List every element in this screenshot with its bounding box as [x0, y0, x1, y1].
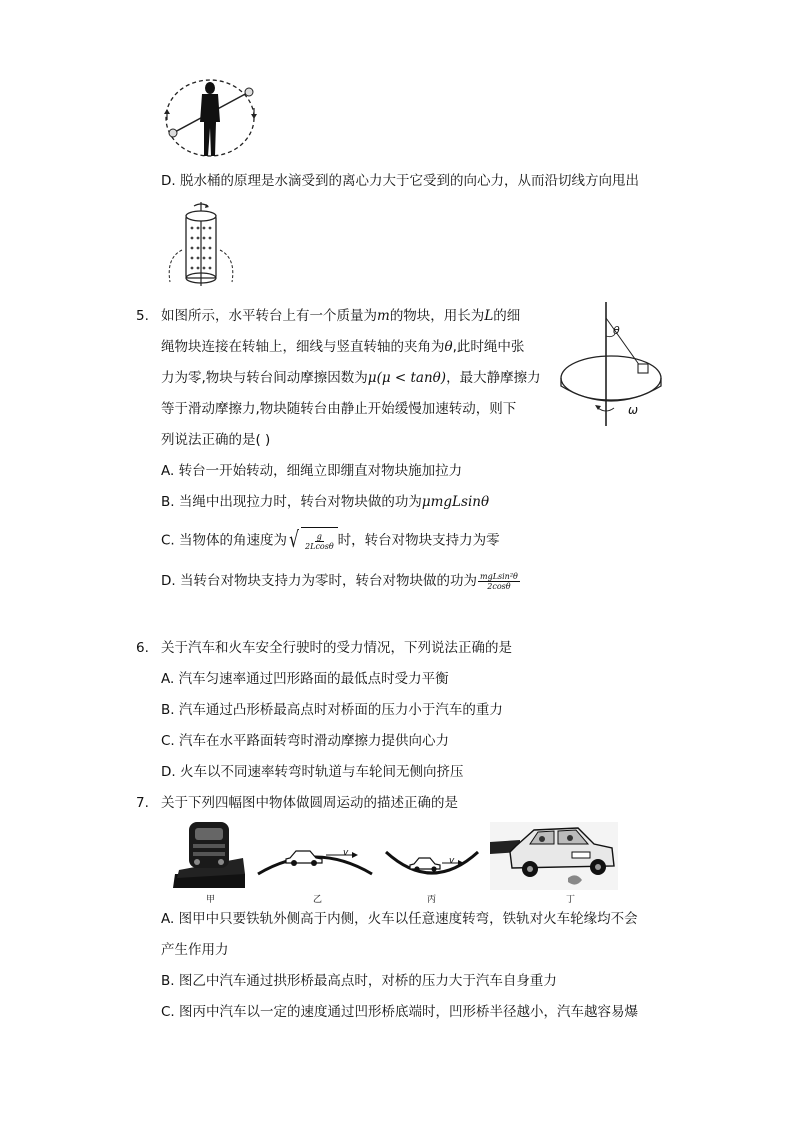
q7-option-b: B. 图乙中汽车通过拱形桥最高点时，对桥的压力大于汽车自身重力 — [161, 973, 557, 989]
q5-option-a: A. 转台一开始转动，细绳立即绷直对物块施加拉力 — [161, 463, 463, 479]
q5-stem-text: ,此时绳中张 — [452, 339, 525, 355]
q5-stem-line-3 — [161, 368, 541, 388]
q5-stem-mu: μ(μ < tanθ) — [367, 370, 447, 386]
q7-option-a-line-2: 产生作用力 — [161, 942, 229, 958]
figure-label-omega: ω — [628, 403, 639, 417]
q7-number: 7. — [136, 795, 149, 811]
q5-option-c-text: C. 当物体的角速度为 — [161, 532, 288, 549]
caption-bing: 丙 — [427, 895, 437, 905]
q5-stem-line-2 — [161, 337, 524, 357]
frac-numerator: g — [316, 531, 322, 541]
q5-option-c — [161, 527, 500, 554]
figure-label-theta: θ — [613, 324, 620, 337]
q6-stem: 关于汽车和火车安全行驶时的受力情况，下列说法正确的是 — [161, 640, 512, 656]
q5-stem-text: 如图所示，水平转台上有一个质量为 — [161, 308, 377, 324]
q5-option-c-text: 时，转台对物块支持力为零 — [337, 532, 500, 549]
q7-option-a-line-1: A. 图甲中只要铁轨外侧高于内侧，火车以任意速度转弯，铁轨对火车轮缘均不会 — [161, 911, 638, 927]
figure-jia-train — [173, 818, 247, 890]
q5-stem-text: 的物块，用长为 — [389, 308, 485, 324]
q6-option-c: C. 汽车在水平路面转弯时滑动摩擦力提供向心力 — [161, 733, 450, 749]
q5-stem-line-4: 等于滑动摩擦力,物块随转台由静止开始缓慢加速转动，则下 — [161, 401, 517, 417]
q5-stem-m: m — [377, 308, 390, 324]
figure-turntable — [558, 300, 668, 430]
q5-stem-theta: θ — [444, 339, 453, 355]
frac-numerator: mgLsin²θ — [479, 571, 518, 581]
q5-stem-line-5: 列说法正确的是( ) — [161, 432, 271, 448]
q5-option-b-math: μmgLsinθ — [421, 494, 490, 510]
frac-denominator: 2Lcosθ — [305, 541, 334, 551]
q5-option-d — [161, 568, 521, 594]
q5-stem-L: L — [484, 308, 494, 324]
q5-number: 5. — [136, 308, 149, 324]
label-v-yi: v — [343, 848, 349, 858]
figure-person-circle — [160, 76, 270, 162]
caption-yi: 乙 — [313, 895, 323, 905]
fraction — [478, 572, 520, 591]
frac-denominator: 2cosθ — [487, 581, 511, 591]
q6-option-a: A. 汽车匀速率通过凹形路面的最低点时受力平衡 — [161, 671, 449, 687]
figure-spin-drum — [164, 200, 240, 290]
q5-option-b-text: B. 当绳中出现拉力时，转台对物块做的功为 — [161, 494, 422, 510]
label-v-bing: v — [449, 856, 455, 866]
figure-bing-concave-bridge — [384, 848, 480, 884]
q7-option-c: C. 图丙中汽车以一定的速度通过凹形桥底端时，凹形桥半径越小，汽车越容易爆 — [161, 1004, 639, 1020]
q5-stem-line-1 — [161, 306, 520, 326]
q5-stem-text: 的细 — [493, 308, 521, 324]
q5-stem-text: 力为零,物块与转台间动摩擦因数为 — [161, 370, 368, 386]
caption-jia: 甲 — [206, 895, 216, 905]
figure-ding-car-turning — [490, 822, 618, 890]
q6-option-d: D. 火车以不同速率转弯时轨道与车轮间无侧向挤压 — [161, 764, 464, 780]
sqrt-expression: √ $\frac{g}{2Lcos\theta}$ — [287, 527, 338, 554]
q6-number: 6. — [136, 640, 149, 656]
q4-option-d: D. 脱水桶的原理是水滴受到的离心力大于它受到的向心力，从而沿切线方向甩出 — [161, 173, 639, 189]
q7-stem: 关于下列四幅图中物体做圆周运动的描述正确的是 — [161, 795, 458, 811]
q6-option-b: B. 汽车通过凸形桥最高点时对桥面的压力小于汽车的重力 — [161, 702, 503, 718]
figure-yi-convex-bridge — [256, 840, 374, 884]
q5-stem-text: ，最大静摩擦力 — [446, 370, 541, 386]
q5-option-d-text: D. 当转台对物块支持力为零时，转台对物块做的功为 — [161, 573, 477, 589]
q5-option-b — [161, 492, 489, 512]
q5-stem-text: 绳物块连接在转轴上，细线与竖直转轴的夹角为 — [161, 339, 445, 355]
caption-ding: 丁 — [566, 895, 576, 905]
